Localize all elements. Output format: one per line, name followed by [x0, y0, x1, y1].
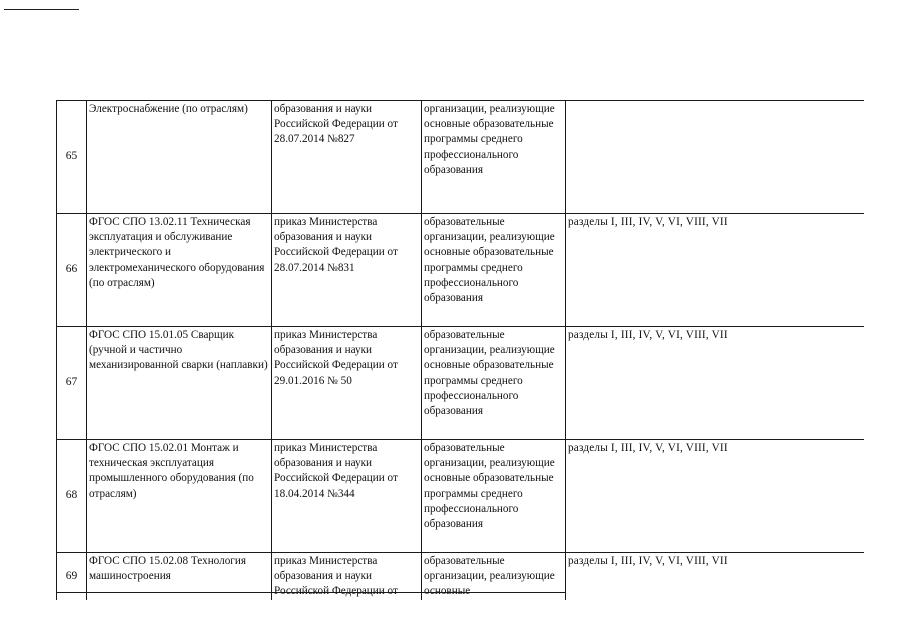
order-cell: приказ Министерства образования и науки Российской Федерации от	[272, 553, 422, 600]
sections-cell	[566, 101, 864, 214]
sections-cell: разделы I, III, IV, V, VI, VIII, VII	[566, 327, 864, 440]
standard-cell: ФГОС СПО 15.02.01 Монтаж и техническая эксплуатация промышленного оборудования (по отраслям)	[87, 440, 272, 553]
order-cell: приказ Министерства образования и науки Российской Федерации от 28.07.2014 №831	[272, 214, 422, 327]
standards-table	[56, 100, 864, 600]
table-bottom-edge	[56, 592, 566, 593]
organizations-cell: образовательные организации, реализующие основные образовательные программы среднего профессионального образования	[422, 214, 566, 327]
row-number: 68	[57, 440, 87, 553]
standard-cell: ФГОС СПО 15.01.05 Сварщик (ручной и частично механизированной сварки (наплавки)	[87, 327, 272, 440]
table-row	[57, 440, 864, 553]
row-number: 65	[57, 101, 87, 214]
row-number: 67	[57, 327, 87, 440]
organizations-cell: образовательные организации, реализующие основные	[422, 553, 566, 600]
organizations-cell: образовательные организации, реализующие основные образовательные программы среднего профессионального образования	[422, 440, 566, 553]
standard-cell: Электроснабжение (по отраслям)	[87, 101, 272, 214]
standard-cell: ФГОС СПО 13.02.11 Техническая эксплуатация и обслуживание электрического и электромеханического оборудования (по отраслям)	[87, 214, 272, 327]
sections-cell: разделы I, III, IV, V, VI, VIII, VII	[566, 553, 864, 600]
order-cell: образования и науки Российской Федерации от 28.07.2014 №827	[272, 101, 422, 214]
sections-cell: разделы I, III, IV, V, VI, VIII, VII	[566, 440, 864, 553]
order-cell: приказ Министерства образования и науки Российской Федерации от 18.04.2014 №344	[272, 440, 422, 553]
order-cell: приказ Министерства образования и науки Российской Федерации от 29.01.2016 № 50	[272, 327, 422, 440]
organizations-cell: образовательные организации, реализующие основные образовательные программы среднего профессионального образования	[422, 327, 566, 440]
table-row	[57, 214, 864, 327]
row-number: 66	[57, 214, 87, 327]
table-row	[57, 101, 864, 214]
top-left-rule	[4, 9, 79, 10]
row-number: 69	[57, 553, 87, 600]
organizations-cell: организации, реализующие основные образовательные программы среднего профессионального образования	[422, 101, 566, 214]
sections-cell: разделы I, III, IV, V, VI, VIII, VII	[566, 214, 864, 327]
standard-cell: ФГОС СПО 15.02.08 Технология машиностроения	[87, 553, 272, 600]
table-row	[57, 327, 864, 440]
